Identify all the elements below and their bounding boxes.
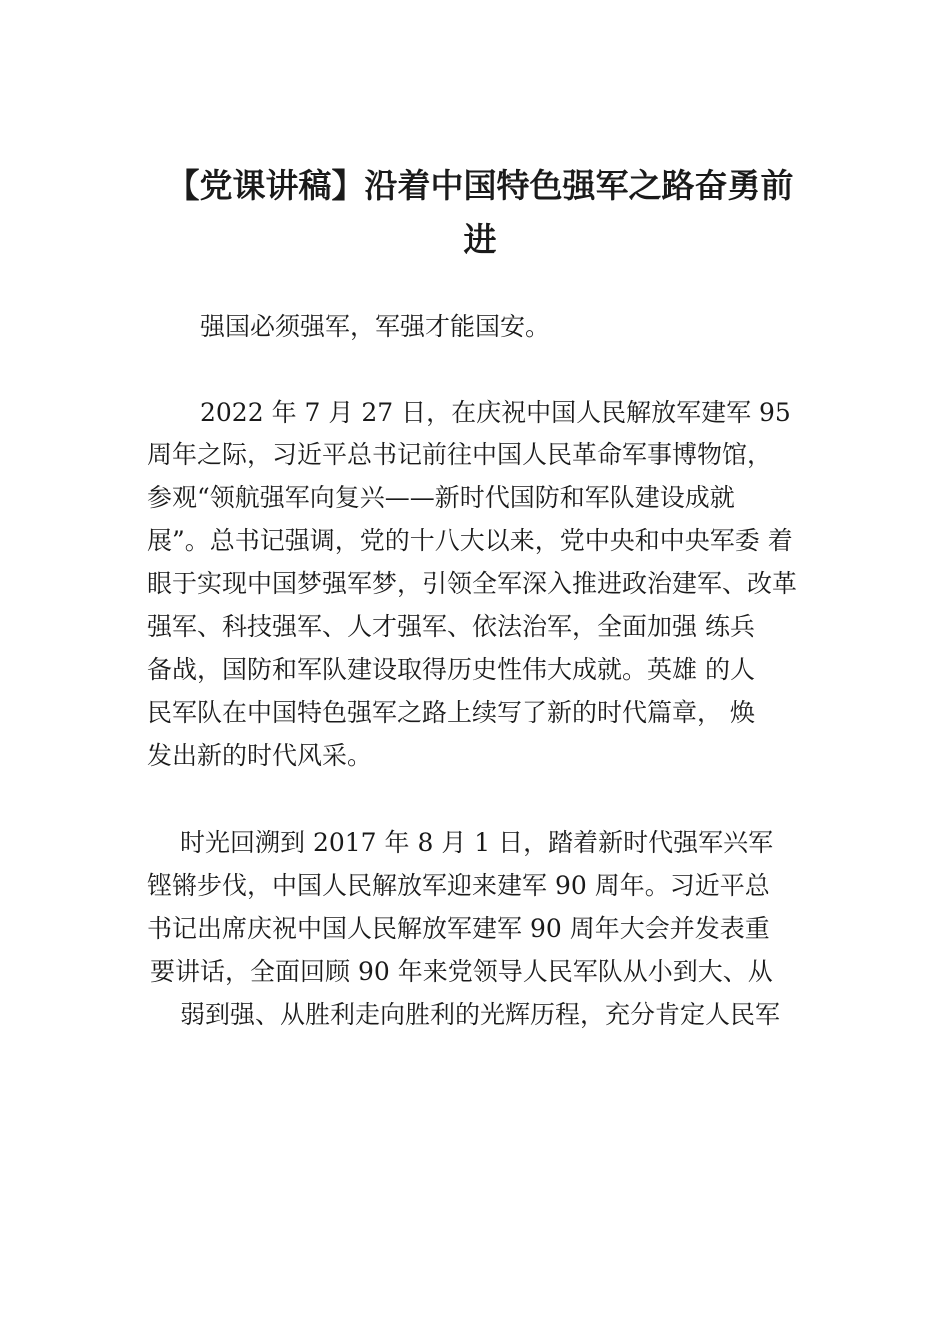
paragraph-2-line-8: 民军队在中国特色强军之路上续写了新的时代篇章， 焕: [147, 698, 755, 727]
paragraph-3-line-4: 要讲话，全面回顾 90 年来党领导人民军队从小到大、从: [150, 957, 773, 986]
paragraph-2-line-5: 眼于实现中国梦强军梦，引领全军深入推进政治建军、改革: [147, 569, 798, 598]
paragraph-3-line-5: 弱到强、从胜利走向胜利的光辉历程，充分肯定人民军: [180, 1000, 781, 1029]
document-title-line-2: 进: [463, 220, 497, 259]
paragraph-2-line-3: 参观“领航强军向复兴——新时代国防和军队建设成就: [147, 483, 735, 512]
paragraph-2-line-4: 展”。总书记强调，党的十八大以来，党中央和中央军委 着: [147, 526, 793, 555]
paragraph-2-line-7: 备战，国防和军队建设取得历史性伟大成就。英雄 的人: [147, 655, 755, 684]
document-title-line-1: 【党课讲稿】沿着中国特色强军之路奋勇前: [166, 166, 794, 205]
paragraph-3-line-1: 时光回溯到 2017 年 8 月 1 日，踏着新时代强军兴军: [180, 828, 774, 857]
paragraph-1-line-1: 强国必须强军，军强才能国安。: [200, 312, 551, 341]
paragraph-2-line-6: 强军、科技强军、人才强军、依法治军，全面加强 练兵: [147, 612, 755, 641]
paragraph-2-line-9: 发出新的时代风采。: [147, 741, 373, 770]
paragraph-2-line-2: 周年之际，习近平总书记前往中国人民革命军事博物馆，: [147, 440, 773, 469]
paragraph-2-line-1: 2022 年 7 月 27 日，在庆祝中国人民解放军建军 95: [200, 398, 791, 427]
paragraph-3-line-2: 铿锵步伐，中国人民解放军迎来建军 90 周年。习近平总: [147, 871, 770, 900]
paragraph-3-line-3: 书记出席庆祝中国人民解放军建军 90 周年大会并发表重: [147, 914, 770, 943]
